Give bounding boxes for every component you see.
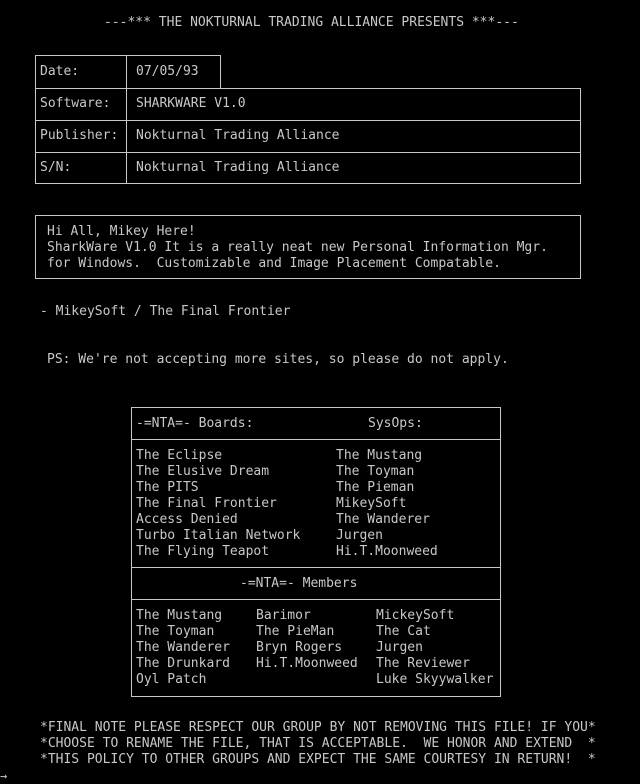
page-title: ---*** THE NOKTURNAL TRADING ALLIANCE PRESENTS ***--- [104,15,519,30]
software-value: SHARKWARE V1.0 [136,96,246,111]
member-name: Oyl Patch [136,672,207,687]
cursor-arrow-icon: → [0,769,8,783]
date-label: Date: [40,64,80,79]
member-name: The Wanderer [136,640,230,655]
software-label: Software: [40,96,111,111]
boards-table-divider [131,599,501,600]
serial-label: S/N: [40,160,72,175]
boards-table-divider [131,439,501,440]
board-name: Turbo Italian Network [136,528,301,543]
member-name: Barimor [256,608,311,623]
member-name: The Mustang [136,608,223,623]
member-name: The Cat [376,624,431,639]
boards-header: -=NTA=- Boards: [136,416,254,431]
member-name: Bryn Rogers [256,640,343,655]
sysop-name: The Mustang [336,448,423,463]
board-name: The PITS [136,480,199,495]
sysops-header: SysOps: [368,416,423,431]
board-name: Access Denied [136,512,238,527]
publisher-value: Nokturnal Trading Alliance [136,128,340,143]
board-name: The Flying Teapot [136,544,270,559]
member-name: Luke Skyywalker [376,672,494,687]
member-name: The Toyman [136,624,215,639]
sysop-name: MikeySoft [336,496,407,511]
date-value: 07/05/93 [136,64,199,79]
sysop-name: The Toyman [336,464,415,479]
info-table-column-divider [126,55,127,184]
final-note-line: *THIS POLICY TO OTHER GROUPS AND EXPECT THE SAME COURTESY IN RETURN! * [40,752,596,767]
member-name: The PieMan [256,624,335,639]
boards-table-divider [131,567,501,568]
info-table-divider [35,120,581,121]
member-name: Hi.T.Moonweed [256,656,358,671]
serial-value: Nokturnal Trading Alliance [136,160,340,175]
members-header: -=NTA=- Members [240,576,358,591]
message-line: Hi All, Mikey Here! [47,224,196,239]
sysop-name: The Wanderer [336,512,430,527]
member-name: The Drunkard [136,656,230,671]
board-name: The Elusive Dream [136,464,270,479]
message-line: for Windows. Customizable and Image Placement Compatable. [47,256,501,271]
member-name: MickeySoft [376,608,455,623]
sysop-name: Jurgen [336,528,383,543]
board-name: The Final Frontier [136,496,277,511]
message-line: SharkWare V1.0 It is a really neat new Personal Information Mgr. [47,240,548,255]
sysop-name: The Pieman [336,480,415,495]
publisher-label: Publisher: [40,128,119,143]
info-table-divider [35,152,581,153]
member-name: Jurgen [376,640,423,655]
sysop-name: Hi.T.Moonweed [336,544,438,559]
ps-note: PS: We're not accepting more sites, so please do not apply. [47,352,509,367]
signature: - MikeySoft / The Final Frontier [40,304,291,319]
final-note-line: *FINAL NOTE PLEASE RESPECT OUR GROUP BY NOT REMOVING THIS FILE! IF YOU* [40,720,596,735]
member-name: The Reviewer [376,656,470,671]
final-note-line: *CHOOSE TO RENAME THE FILE, THAT IS ACCEPTABLE. WE HONOR AND EXTEND * [40,736,596,751]
board-name: The Eclipse [136,448,223,463]
